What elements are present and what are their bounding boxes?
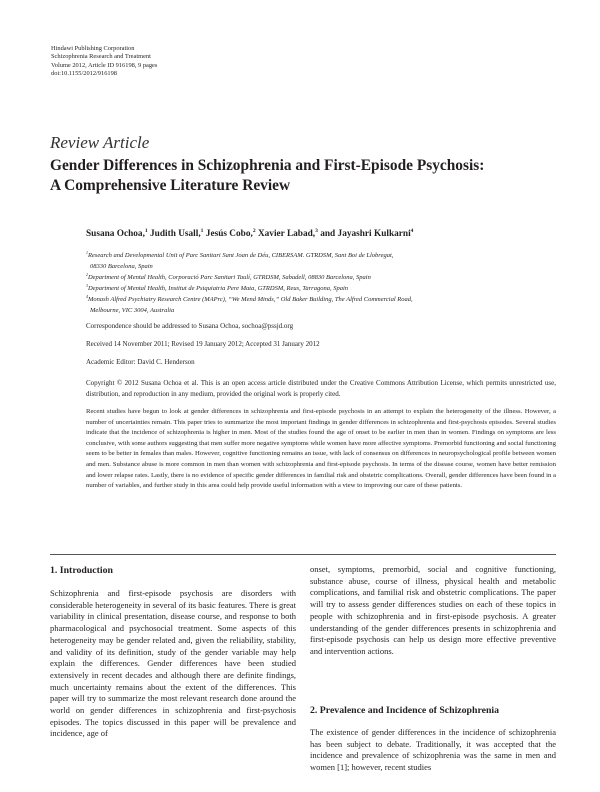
affiliation-3 bbox=[86, 283, 556, 294]
affil-number: 1 bbox=[86, 250, 88, 255]
author-affil-mark: 3 bbox=[315, 227, 318, 234]
academic-editor: Academic Editor: David C. Henderson bbox=[86, 358, 195, 366]
title-line-1: Gender Differences in Schizophrenia and First-Episode Psychosis: bbox=[50, 157, 485, 174]
title-line-2: A Comprehensive Literature Review bbox=[50, 177, 291, 194]
author-name: Judith Usall, bbox=[150, 229, 201, 239]
doi[interactable]: doi:10.1155/2012/916198 bbox=[51, 69, 117, 77]
journal-name: Schizophrenia Research and Treatment bbox=[51, 53, 151, 61]
paper-title bbox=[50, 156, 570, 196]
copyright-notice: Copyright © 2012 Susana Ochoa et al. This is an open access article distributed under the Creative Commons Attribution License, which permits unrestricted use, distribution, and reproduction in any medium, provided the original work is properly cited. bbox=[86, 379, 556, 398]
section-1-body-cont: onset, symptoms, premorbid, social and cognitive functioning, substance abuse, course of illness, physical health and metabolic complications, and familial risk and obstetric complications. The paper will try to assess gender differences studies on each of these topics in people with schizophrenia and in first-episode psychosis. A greater understanding of the gender differences presents in schizophrenia and first-episode psychosis can help us design more effective preventive and intervention actions. bbox=[310, 564, 556, 656]
section-1-heading: 1. Introduction bbox=[50, 565, 113, 576]
volume-info: Volume 2012, Article ID 916198, 9 pages bbox=[51, 61, 158, 69]
affil-text: Research and Developmental Unit of Parc Sanitari Sant Joan de Déu, CIBERSAM. GTRDSM, Sant Boi de Llobregat, bbox=[87, 252, 394, 259]
affiliation-4-cont: Melbourne, VIC 3004, Australia bbox=[90, 307, 175, 314]
article-dates: Received 14 November 2011; Revised 19 January 2012; Accepted 31 January 2012 bbox=[86, 340, 320, 348]
section-1-body: Schizophrenia and first-episode psychosis are disorders with considerable heterogeneity in several of its basic features. There is great variability in clinical presentation, disease course, and response to both pharmacological and psychosocial treatment. Some aspects of this heterogeneity may be gender related and, given the reliability, stability, and validity of its definition, study of the gender variable may help explain the differences. Gender differences have been studied extensively in recent decades and although there are definite findings, much uncertainty remains about the extent of the differences. This paper will try to summarize the most relevant research done around the world on gender differences in schizophrenia and first-psychosis episodes. The topics discussed in this paper will be prevalence and incidence, age of bbox=[50, 588, 296, 739]
affiliations bbox=[86, 250, 556, 316]
affiliation-4 bbox=[86, 294, 556, 305]
author-affil-mark: 1 bbox=[144, 227, 148, 234]
journal-masthead bbox=[51, 45, 157, 78]
affil-text: Department of Mental Health, Corporació Parc Sanitari Taulí, GTRDSM, Sabadell, 08830 Barcelona, Spain bbox=[87, 274, 371, 281]
section-2-heading: 2. Prevalence and Incidence of Schizophrenia bbox=[310, 705, 500, 716]
affil-number: 2 bbox=[86, 272, 88, 277]
affil-text: Monash Alfred Psychiatry Research Centre (MAPrc), “We Mend Minds,” Old Baker Building, The Alfred Commercial Road, bbox=[87, 296, 413, 303]
article-type: Review Article bbox=[50, 133, 150, 152]
affiliation-2 bbox=[86, 272, 556, 283]
section-divider bbox=[50, 554, 556, 555]
affiliation-1 bbox=[86, 250, 556, 261]
author-name: Susana Ochoa, bbox=[86, 229, 145, 239]
author-name: and Jayashri Kulkarni bbox=[320, 229, 411, 239]
affil-number: 4 bbox=[86, 294, 88, 299]
section-2-body: The existence of gender differences in the incidence of schizophrenia has been subject to debate. Traditionally, it was accepted that the incidence and prevalence of schizophrenia was the same in men and women [1]; however, recent studies bbox=[310, 727, 556, 773]
author-name: Xavier Labad, bbox=[257, 229, 316, 239]
correspondence: Correspondence should be addressed to Susana Ochoa, sochoa@pssjd.org bbox=[86, 322, 294, 330]
author-affil-mark: 2 bbox=[252, 227, 256, 234]
author-affil-mark: 4 bbox=[410, 227, 414, 234]
author-name: Jesús Cobo, bbox=[205, 229, 253, 239]
affiliation-1-cont: 08330 Barcelona, Spain bbox=[90, 263, 153, 270]
abstract: Recent studies have begun to look at gender differences in schizophrenia and first-episode psychosis in an attempt to explain the heterogeneity of the illness. However, a number of uncertainties remain. This paper tries to summarize the most important findings in gender differences in schizophrenia and first-psychosis episodes. Several studies indicate that the incidence of schizophrenia is higher in men. Most of the studies found the age of onset to be earlier in men than in women. Findings on symptoms are less conclusive, with some authors suggesting that men suffer more negative symptoms while women have more affective symptoms. Premorbid functioning and social functioning seem to be better in females than males. However, cognitive functioning remains an issue, with lack of consensus on differences in neuropsychological profile between women and men. Substance abuse is more common in men than women with schizophrenia and first-episode psychosis. In terms of the disease course, women have better remission and lower relapse rates. Lastly, there is no evidence of specific gender differences in familial risk and obstetric complications. Overall, gender differences have been found in a number of variables, and further study in this area could help provide useful information with a view to improving our care of these patients. bbox=[86, 408, 556, 490]
author-list bbox=[86, 229, 413, 239]
publisher-name: Hindawi Publishing Corporation bbox=[51, 45, 135, 52]
affil-number: 3 bbox=[86, 283, 88, 288]
affil-text: Department of Mental Health, Institut de Psiquiatria Pere Mata, GTRDSM, Reus, Tarragona, Spain bbox=[87, 285, 348, 292]
author-affil-mark: 1 bbox=[200, 227, 204, 234]
